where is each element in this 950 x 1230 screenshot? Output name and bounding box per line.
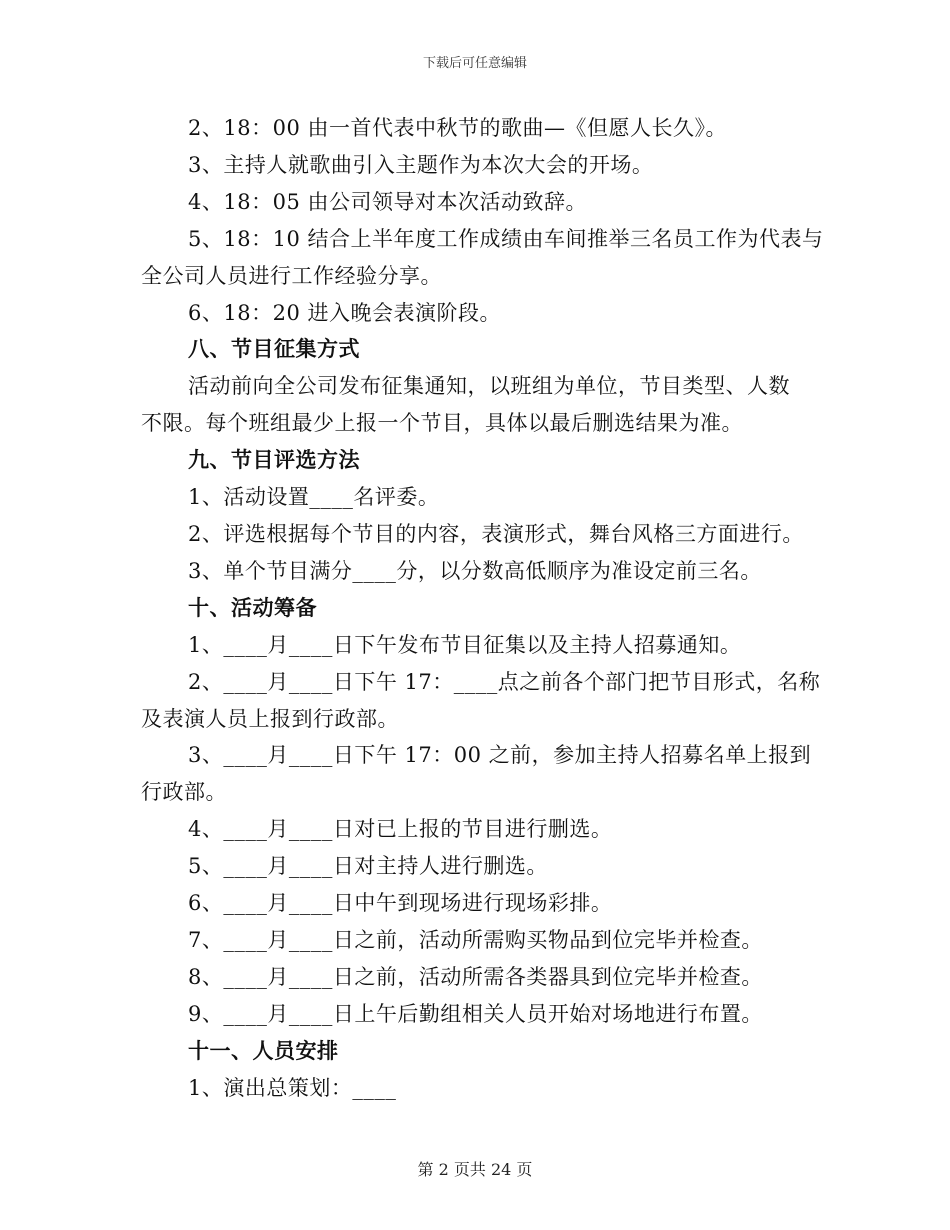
page-header: 下载后可任意编辑 bbox=[422, 56, 527, 71]
paragraph-line: 2、评选根据每个节目的内容，表演形式，舞台风格三方面进行。 bbox=[188, 521, 804, 546]
paragraph-line: 4、____月____日对已上报的节目进行删选。 bbox=[188, 817, 613, 842]
paragraph-line: 6、18：20 进入晚会表演阶段。 bbox=[188, 300, 501, 325]
document-body bbox=[141, 110, 824, 1106]
paragraph-line: 2、18：00 由一首代表中秋节的歌曲—《但愿人长久》。 bbox=[188, 116, 727, 140]
paragraph-line: 及表演人员上报到行政部。 bbox=[141, 706, 399, 731]
paragraph-line: 5、18：10 结合上半年度工作成绩由车间推举三名员工作为代表与 bbox=[188, 226, 824, 251]
paragraph-line: 2、____月____日下午 17：____点之前各个部门把节目形式，名称 bbox=[188, 669, 821, 694]
paragraph-line: 行政部。 bbox=[141, 780, 227, 805]
paragraph-line: 1、活动设置____名评委。 bbox=[188, 485, 440, 510]
paragraph-line: 1、____月____日下午发布节目征集以及主持人招募通知。 bbox=[188, 632, 742, 657]
paragraph-line: 1、演出总策划：____ bbox=[188, 1075, 397, 1100]
paragraph-line: 活动前向全公司发布征集通知，以班组为单位，节目类型、人数 bbox=[188, 374, 790, 399]
paragraph-line: 3、单个节目满分____分，以分数高低顺序为准设定前三名。 bbox=[188, 558, 762, 583]
paragraph-line: 8、____月____日之前，活动所需各类器具到位完毕并检查。 bbox=[188, 964, 763, 989]
section-heading: 八、节目征集方式 bbox=[188, 336, 360, 362]
section-heading: 十一、人员安排 bbox=[188, 1037, 339, 1063]
section-heading: 九、节目评选方法 bbox=[188, 447, 360, 473]
paragraph-line: 不限。每个班组最少上报一个节目，具体以最后删选结果为准。 bbox=[141, 411, 743, 436]
paragraph-line: 4、18：05 由公司领导对本次活动致辞。 bbox=[188, 189, 587, 214]
paragraph-line: 5、____月____日对主持人进行删选。 bbox=[188, 854, 548, 879]
page-footer: 第 2 页共 24 页 bbox=[417, 1160, 533, 1179]
paragraph-line: 3、主持人就歌曲引入主题作为本次大会的开场。 bbox=[188, 152, 654, 177]
paragraph-line: 3、____月____日下午 17：00 之前，参加主持人招募名单上报到 bbox=[188, 743, 812, 768]
paragraph-line: 7、____月____日之前，活动所需购买物品到位完毕并检查。 bbox=[188, 927, 763, 952]
section-heading: 十、活动筹备 bbox=[188, 594, 317, 620]
paragraph-line: 全公司人员进行工作经验分享。 bbox=[141, 263, 442, 288]
paragraph-line: 6、____月____日中午到现场进行现场彩排。 bbox=[188, 891, 613, 916]
paragraph-line: 9、____月____日上午后勤组相关人员开始对场地进行布置。 bbox=[188, 1001, 763, 1026]
